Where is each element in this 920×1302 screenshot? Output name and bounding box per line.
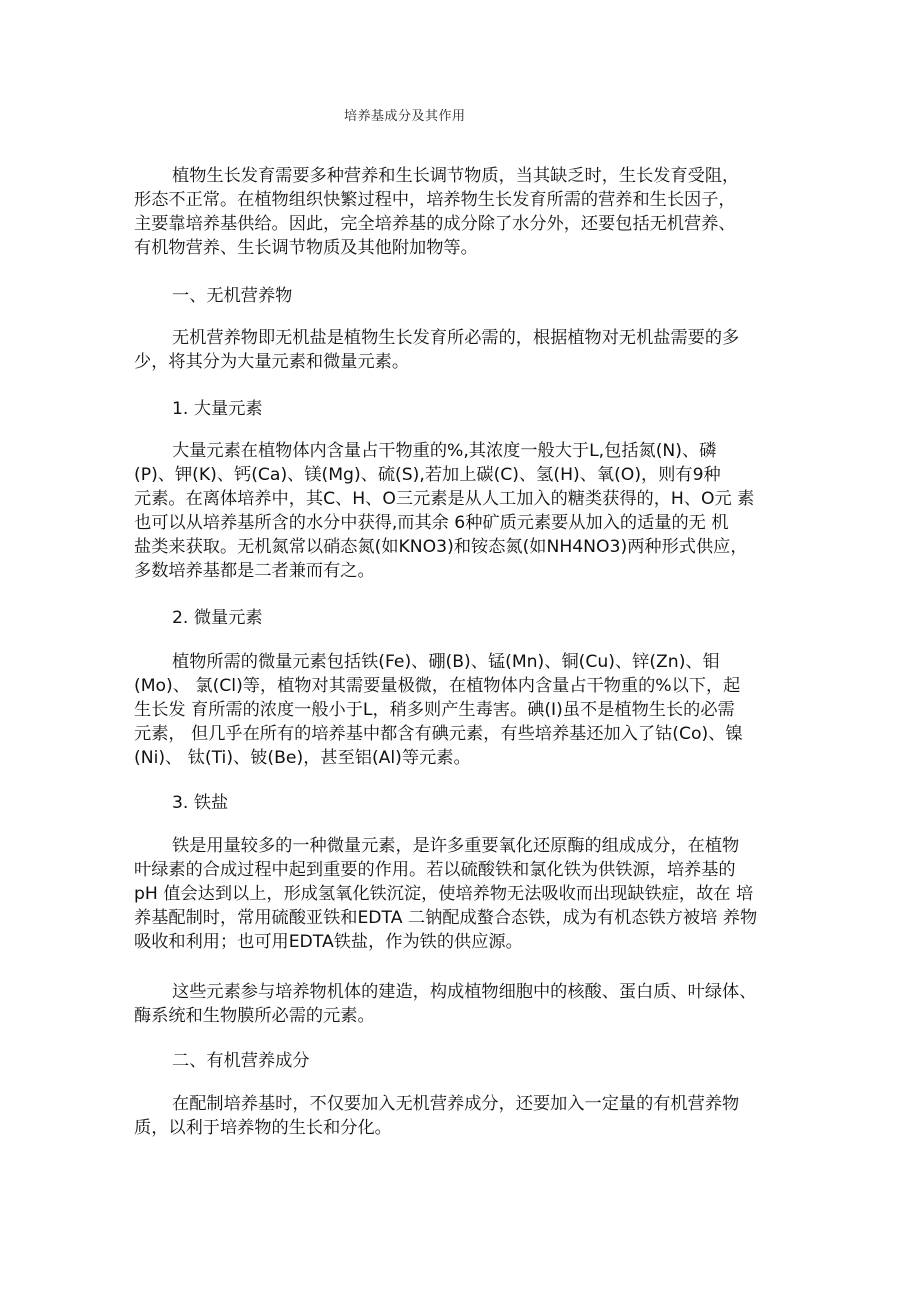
paragraph-line: 主要靠培养基供给。因此，完全培养基的成分除了水分外，还要包括无机营养、: [134, 214, 736, 234]
paragraph-line: (P)、钾(K)、钙(Ca)、镁(Mg)、硫(S),若加上碳(C)、氢(H)、氧(O)，则有9种: [134, 465, 721, 485]
paragraph-line: 铁是用量较多的一种微量元素，是许多重要氧化还原酶的组成成分，在植物: [172, 836, 740, 856]
subheading-macro-elements: 1. 大量元素: [172, 399, 263, 419]
intro-paragraph: [134, 164, 794, 260]
organic-paragraph: [134, 1092, 794, 1140]
paragraph-line: 元素。在离体培养中，其C、H、O三元素是从人工加入的糖类获得的，H、O元 素: [134, 489, 755, 509]
paragraph-line: 养基配制时，常用硫酸亚铁和EDTA 二钠配成螯合态铁，成为有机态铁方被培 养物: [134, 908, 758, 928]
subheading-micro-elements: 2. 微量元素: [172, 608, 263, 628]
document-title: 培养基成分及其作用: [344, 109, 466, 124]
paragraph-line: 盐类来获取。无机氮常以硝态氮(如KNO3)和铵态氮(如NH4NO3)两种形式供应，: [134, 537, 748, 557]
paragraph-line: pH 值会达到以上，形成氢氧化铁沉淀，使培养物无法吸收而出现缺铁症，故在 培: [134, 884, 754, 904]
section-heading-inorganic: 一、无机营养物: [172, 286, 293, 306]
paragraph-line: 酶系统和生物膜所必需的元素。: [134, 1006, 375, 1026]
paragraph-line: 大量元素在植物体内含量占干物重的%,其浓度一般大于L,包括氮(N)、磷: [172, 441, 717, 461]
paragraph-line: 少，将其分为大量元素和微量元素。: [134, 352, 410, 372]
paragraph-line: 无机营养物即无机盐是植物生长发育所必需的，根据植物对无机盐需要的多: [172, 328, 740, 348]
paragraph-line: 植物生长发育需要多种营养和生长调节物质，当其缺乏时，生长发育受阻，: [172, 166, 740, 186]
paragraph-line: 植物所需的微量元素包括铁(Fe)、硼(B)、锰(Mn)、铜(Cu)、锌(Zn)、钼: [172, 652, 720, 672]
paragraph-line: 在配制培养基时，不仅要加入无机营养成分，还要加入一定量的有机营养物: [172, 1094, 740, 1114]
paragraph-line: 吸收和利用；也可用EDTA铁盐，作为铁的供应源。: [134, 932, 523, 952]
subheading-iron-salts: 3. 铁盐: [172, 793, 229, 813]
macro-elements-paragraph: [134, 439, 794, 583]
iron-salts-paragraph: [134, 834, 794, 954]
elements-summary-paragraph: [134, 980, 794, 1028]
paragraph-line: 叶绿素的合成过程中起到重要的作用。若以硫酸铁和氯化铁为供铁源，培养基的: [134, 860, 736, 880]
paragraph-line: 有机物营养、生长调节物质及其他附加物等。: [134, 238, 478, 258]
paragraph-line: 质，以利于培养物的生长和分化。: [134, 1118, 392, 1138]
paragraph-line: (Ni)、 钛(Ti)、铍(Be)，甚至铝(Al)等元素。: [134, 748, 471, 768]
section-heading-organic: 二、有机营养成分: [172, 1051, 310, 1071]
paragraph-line: 多数培养基都是二者兼而有之。: [134, 561, 375, 581]
paragraph-line: (Mo)、 氯(Cl)等，植物对其需要量极微，在植物体内含量占干物重的%以下，起: [134, 676, 741, 696]
paragraph-line: 这些元素参与培养物机体的建造，构成植物细胞中的核酸、蛋白质、叶绿体、: [172, 982, 757, 1002]
micro-elements-paragraph: [134, 650, 794, 770]
paragraph-line: 元素， 但几乎在所有的培养基中都含有碘元素，有些培养基还加入了钴(Co)、镍: [134, 724, 743, 744]
paragraph-line: 形态不正常。在植物组织快繁过程中，培养物生长发育所需的营养和生长因子，: [134, 190, 736, 210]
paragraph-line: 生长发 育所需的浓度一般小于L，稍多则产生毒害。碘(I)虽不是植物生长的必需: [134, 700, 735, 720]
inorganic-paragraph: [134, 326, 794, 374]
paragraph-line: 也可以从培养基所含的水分中获得,而其余 6种矿质元素要从加入的适量的无 机: [134, 513, 729, 533]
